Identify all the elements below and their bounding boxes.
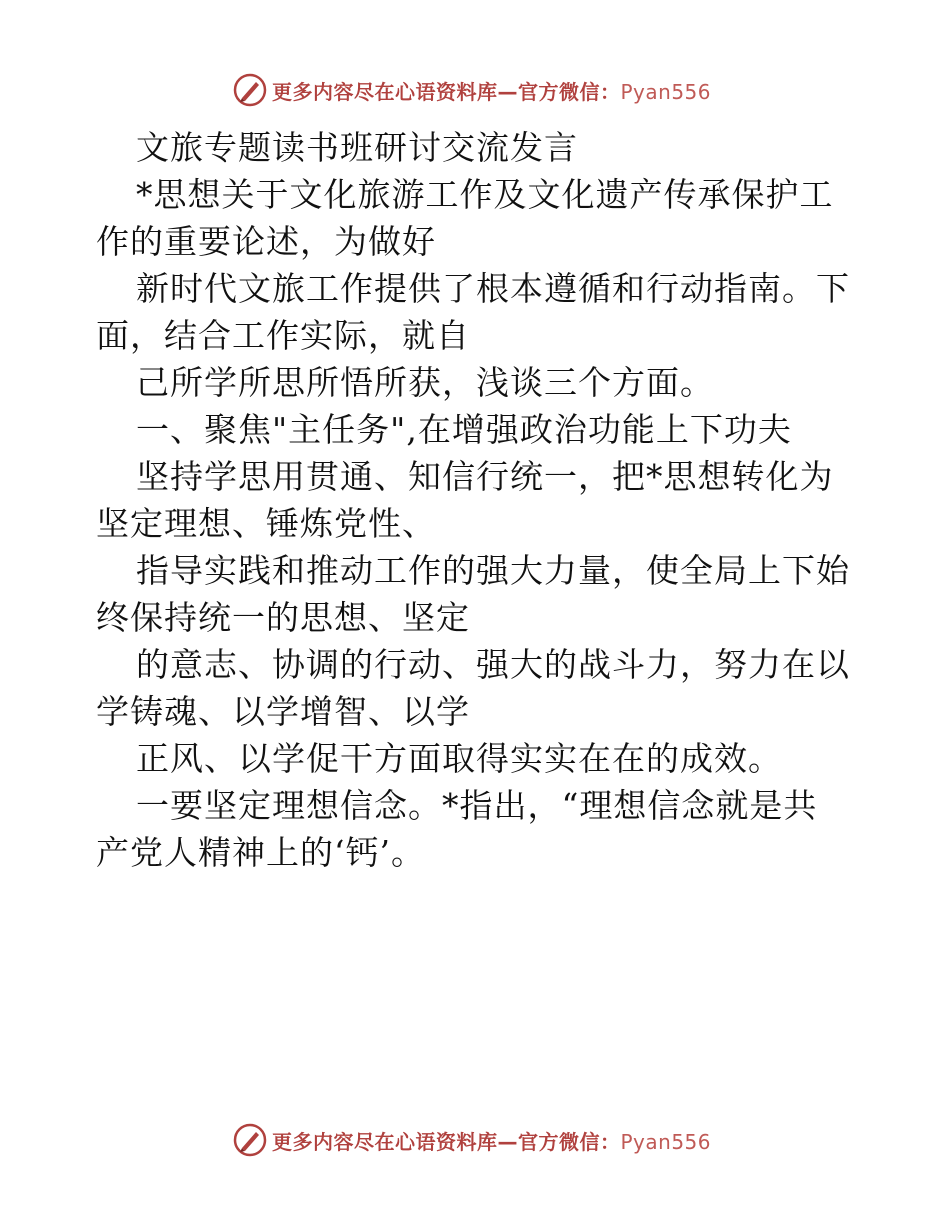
text-line: 产党人精神上的‘钙’。 (96, 833, 425, 872)
text-line: 己所学所思所悟所获，浅谈三个方面。 (136, 363, 714, 402)
header-watermark (232, 70, 711, 110)
text-line: 文旅专题读书班研讨交流发言 (136, 128, 578, 167)
text-line: 新时代文旅工作提供了根本遵循和行动指南。下 (136, 269, 850, 308)
pen-logo-icon (232, 1122, 268, 1158)
text-line: 坚定理想、锤炼党性、 (96, 504, 436, 543)
footer-watermark (232, 1120, 711, 1160)
text-line: 面，结合工作实际，就自 (96, 316, 470, 355)
text-line: 终保持统一的思想、坚定 (96, 598, 470, 637)
document-body (96, 124, 856, 876)
text-line: 一要坚定理想信念。*指出，“理想信念就是共 (136, 786, 818, 825)
text-line: 学铸魂、以学增智、以学 (96, 692, 470, 731)
text-line: *思想关于文化旅游工作及文化遗产传承保护工 (136, 175, 834, 214)
watermark-text: 更多内容尽在心语资料库—官方微信：Pyan556 (272, 1129, 712, 1154)
text-line: 作的重要论述，为做好 (96, 222, 436, 261)
text-line: 坚持学思用贯通、知信行统一，把*思想转化为 (136, 457, 834, 496)
text-line: 的意志、协调的行动、强大的战斗力，努力在以 (136, 645, 850, 684)
text-line: 一、聚焦"主任务",在增强政治功能上下功夫 (136, 410, 792, 449)
text-line: 指导实践和推动工作的强大力量，使全局上下始 (136, 551, 850, 590)
watermark-text: 更多内容尽在心语资料库—官方微信：Pyan556 (272, 79, 712, 104)
text-line: 正风、以学促干方面取得实实在在的成效。 (136, 739, 782, 778)
pen-logo-icon (232, 72, 268, 108)
